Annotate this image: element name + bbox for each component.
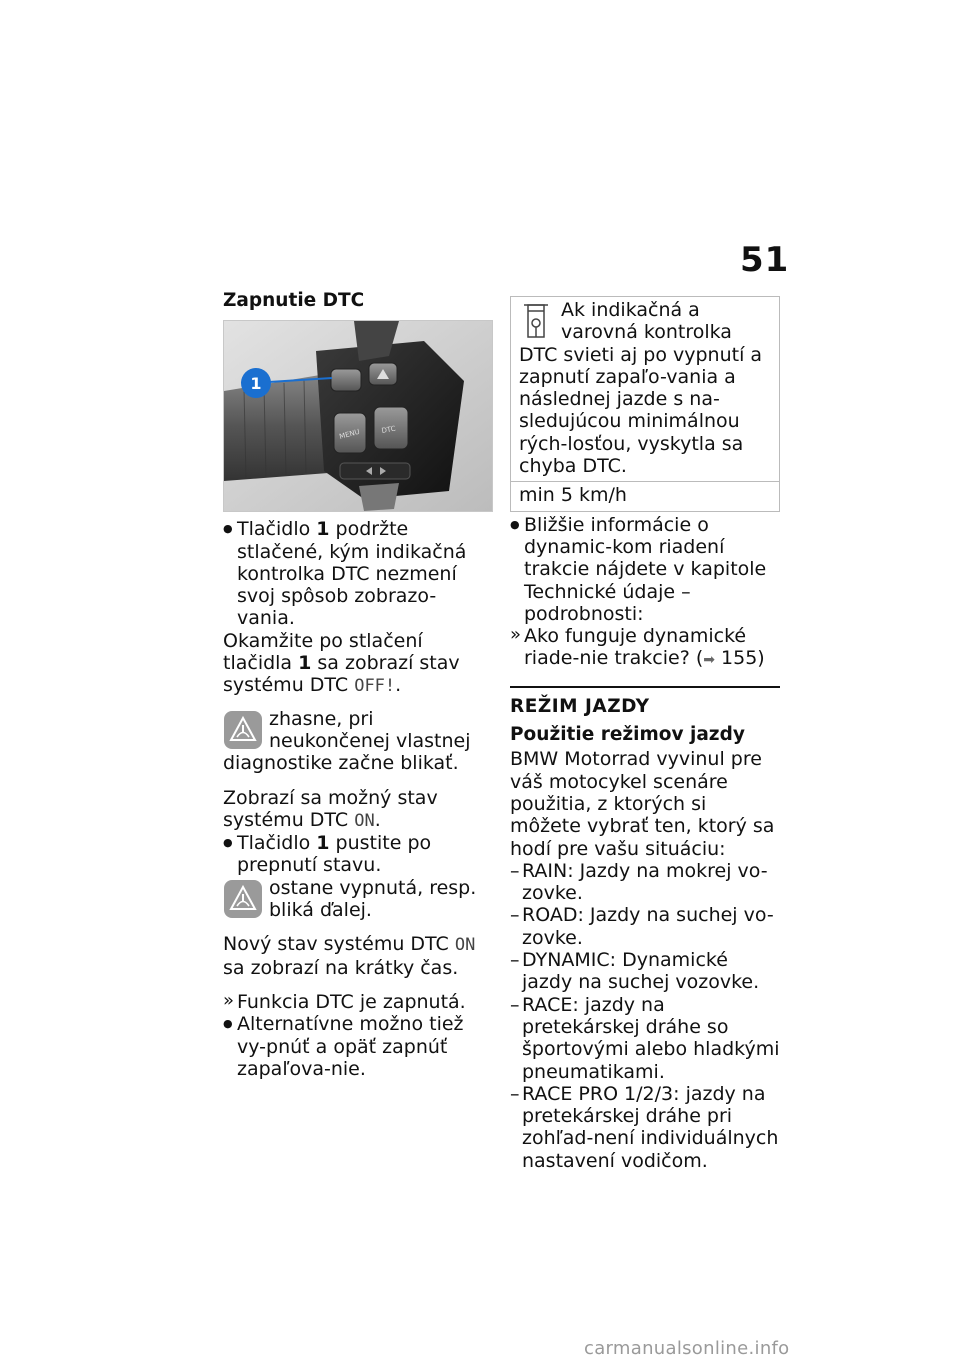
dtc-warning-icon: [223, 879, 263, 919]
dtc-warning-icon: [223, 710, 263, 750]
result-how-dtc-works: » Ako funguje dynamické riade-nie trakcie? (➡ 155): [510, 625, 780, 672]
right-column: [510, 296, 780, 1172]
dtc-on-heading: Zapnutie DTC: [223, 290, 365, 311]
menu-button-label: MENU: [338, 428, 361, 442]
left-column: [223, 290, 493, 1080]
warning-box: [510, 296, 780, 512]
page-ref-link[interactable]: 155: [721, 647, 758, 670]
mode-dynamic: – DYNAMIC: Dynamické jazdy na suchej vozovke.: [510, 949, 780, 994]
result-dtc-on: » Funkcia DTC je zapnutá.: [223, 991, 493, 1013]
icon-para-lamp-stays: ostane vypnutá, resp. bliká ďalej.: [223, 877, 493, 922]
riding-modes-intro: BMW Motorrad vyvinul pre váš motocykel scenáre použitia, z ktorých si môžete vybrať ten, ktorý sa hodí pre vašu situáciu:: [510, 748, 775, 860]
warning-text: Ak indikačná a varovná kontrolka DTC svieti aj po vypnutí a zapnutí zapaľo-vania a následnej jazde s na-sledujúcou minimálnou rých-losťou, vyskytla sa chyba DTC.: [519, 299, 763, 478]
para-new-status: Nový stav systému DTC ON sa zobrazí na krátky čas.: [223, 933, 476, 979]
callout-1: 1: [250, 374, 262, 394]
page-number: 51: [740, 240, 790, 280]
dtc-button-label: DTC: [380, 424, 397, 436]
mode-road: – ROAD: Jazdy na suchej vo-zovke.: [510, 904, 780, 949]
mode-race: – RACE: jazdy na pretekárskej dráhe so športovými alebo hladkými pneumatikami.: [510, 994, 780, 1083]
page-ref-arrow-icon: ➡: [703, 652, 715, 669]
bullet-alternative: ● Alternatívne možno tiež vy-pnúť a opäť zapnúť zapaľova-nie.: [223, 1013, 493, 1080]
icon-para-lamp-off: zhasne, pri neukončenej vlastnej diagnostike začne blikať.: [223, 707, 471, 775]
section-divider: [510, 686, 780, 688]
watermark: carmanualsonline.info: [584, 1338, 790, 1359]
handlebar-switch-photo: [223, 320, 493, 512]
mode-rain: – RAIN: Jazdy na mokrej vo-zovke.: [510, 860, 780, 905]
bullet-press-button: ● Tlačidlo 1 podržte stlačené, kým indikačná kontrolka DTC nezmení svoj spôsob zobrazo-vania.: [223, 518, 493, 629]
warning-speed: min 5 km/h: [511, 481, 779, 510]
workshop-wrench-icon: [519, 301, 553, 341]
para-status-on: Zobrazí sa možný stav systému DTC ON.: [223, 786, 438, 831]
bullet-more-info: ● Bližšie informácie o dynamic-kom riadení trakcie nájdete v kapitole Technické údaje – podrobnosti:: [510, 514, 780, 625]
using-riding-modes-heading: Použitie režimov jazdy: [510, 724, 745, 746]
mode-race-pro: – RACE PRO 1/2/3: jazdy na pretekárskej dráhe pri zohľad-není individuálnych nastavení vodičom.: [510, 1083, 780, 1172]
riding-mode-heading: REŽIM JAZDY: [510, 695, 650, 717]
para-status-off: Okamžite po stlačení tlačidla 1 sa zobrazí stav systému DTC OFF!.: [223, 629, 460, 697]
bullet-release-button: ● Tlačidlo 1 pustite po prepnutí stavu.: [223, 832, 493, 877]
